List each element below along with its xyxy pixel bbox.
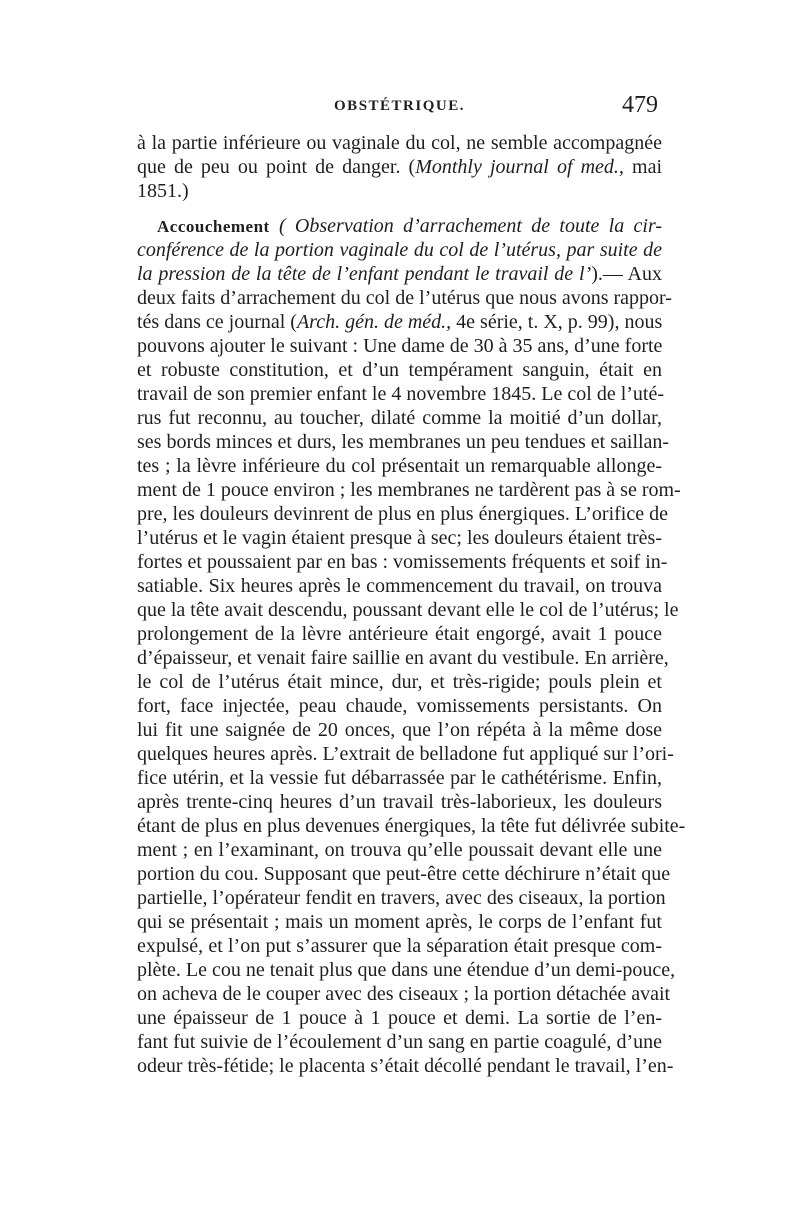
text-fragment: 4e série, t. X, p. 99), nous	[451, 311, 663, 333]
text-line: portion du cou. Supposant que peut-être cette déchirure n’était que	[137, 863, 671, 885]
text-line: et robuste constitution, et d’un tempérament sanguin, était en	[137, 359, 662, 381]
text-line: fice utérin, et la vessie fut débarrassée par le cathétérisme. Enfin,	[137, 767, 662, 789]
text-line: quelques heures après. L’extrait de belladone fut appliqué sur l’ori-	[137, 743, 674, 765]
text-line: fort, face injectée, peau chaude, vomissements persistants. On	[137, 695, 662, 717]
text-line: lui fit une saignée de 20 onces, que l’on répéta à la même dose	[137, 719, 662, 741]
text-line: expulsé, et l’on put s’assurer que la séparation était presque com-	[137, 935, 662, 957]
text-fragment: ).— Aux	[591, 263, 662, 285]
text-line	[137, 155, 662, 179]
text-line: conférence de la portion vaginale du col de l’utérus, par suite de	[137, 239, 662, 261]
text-line	[137, 310, 662, 334]
running-title: OBSTÉTRIQUE.	[334, 98, 465, 114]
text-line: le col de l’utérus était mince, dur, et très-rigide; pouls plein et	[137, 671, 662, 693]
text-fragment: ( Observation d’arrachement de toute la cir-	[269, 215, 662, 237]
text-line: deux faits d’arrachement du col de l’utérus que nous avons rappor-	[137, 287, 672, 309]
text-line: partielle, l’opérateur fendit en travers, avec des ciseaux, la portion	[137, 887, 666, 909]
text-line: à la partie inférieure ou vaginale du col, ne semble accompagnée	[137, 132, 662, 154]
text-line: odeur très-fétide; le placenta s’était décollé pendant le travail, l’en-	[137, 1055, 674, 1077]
text-line: plète. Le cou ne tenait plus que dans une étendue d’un demi-pouce,	[137, 959, 676, 981]
text-line: après trente-cinq heures d’un travail très-laborieux, les douleurs	[137, 791, 662, 813]
text-line: pouvons ajouter le suivant : Une dame de 30 à 35 ans, d’une forte	[137, 335, 663, 357]
text-line: tes ; la lèvre inférieure du col présentait un remarquable allonge-	[137, 455, 662, 477]
journal-citation: Monthly journal of med.,	[415, 156, 624, 178]
text-fragment: tés dans ce journal (	[137, 311, 297, 333]
text-line: d’épaisseur, et venait faire saillie en avant du vestibule. En arrière,	[137, 647, 669, 669]
text-fragment: mai	[623, 156, 663, 178]
text-line: fant fut suivie de l’écoulement d’un sang en partie coagulé, d’une	[137, 1031, 662, 1053]
section-heading: Accouchement	[157, 217, 270, 236]
text-fragment: la pression de la tête de l’enfant pendant le travail de l’	[137, 263, 592, 285]
page-number: 479	[622, 92, 658, 118]
text-line	[157, 214, 662, 238]
text-line: prolongement de la lèvre antérieure était engorgé, avait 1 pouce	[137, 623, 662, 645]
text-line: ment ; en l’examinant, on trouva qu’elle poussait devant elle une	[137, 839, 662, 861]
text-line: qui se présentait ; mais un moment après, le corps de l’enfant fut	[137, 911, 662, 933]
text-line: travail de son premier enfant le 4 novembre 1845. Le col de l’uté-	[137, 383, 665, 405]
text-line: étant de plus en plus devenues énergiques, la tête fut délivrée subite-	[137, 815, 686, 837]
text-line: satiable. Six heures après le commencement du travail, on trouva	[137, 575, 662, 597]
text-line: l’utérus et le vagin étaient presque à sec; les douleurs étaient très-	[137, 527, 662, 549]
text-line: ses bords minces et durs, les membranes un peu tendues et saillan-	[137, 431, 670, 453]
text-line: ment de 1 pouce environ ; les membranes ne tardèrent pas à se rom-	[137, 479, 681, 501]
text-fragment: que de peu ou point de danger. (	[137, 156, 416, 178]
running-head	[137, 92, 662, 128]
text-line	[137, 262, 662, 286]
text-line: une épaisseur de 1 pouce à 1 pouce et demi. La sortie de l’en-	[137, 1007, 662, 1029]
text-line: que la tête avait descendu, poussant devant elle le col de l’utérus; le	[137, 599, 679, 621]
text-line: on acheva de le couper avec des ciseaux ; la portion détachée avait	[137, 983, 671, 1005]
text-line: pre, les douleurs devinrent de plus en plus énergiques. L’orifice de	[137, 503, 668, 525]
journal-citation: Arch. gén. de méd.,	[296, 311, 452, 333]
text-line: fortes et poussaient par en bas : vomissements fréquents et soif in-	[137, 551, 668, 573]
text-line: rus fut reconnu, au toucher, dilaté comme la moitié d’un dollar,	[137, 407, 662, 429]
text-line: 1851.)	[137, 180, 189, 202]
